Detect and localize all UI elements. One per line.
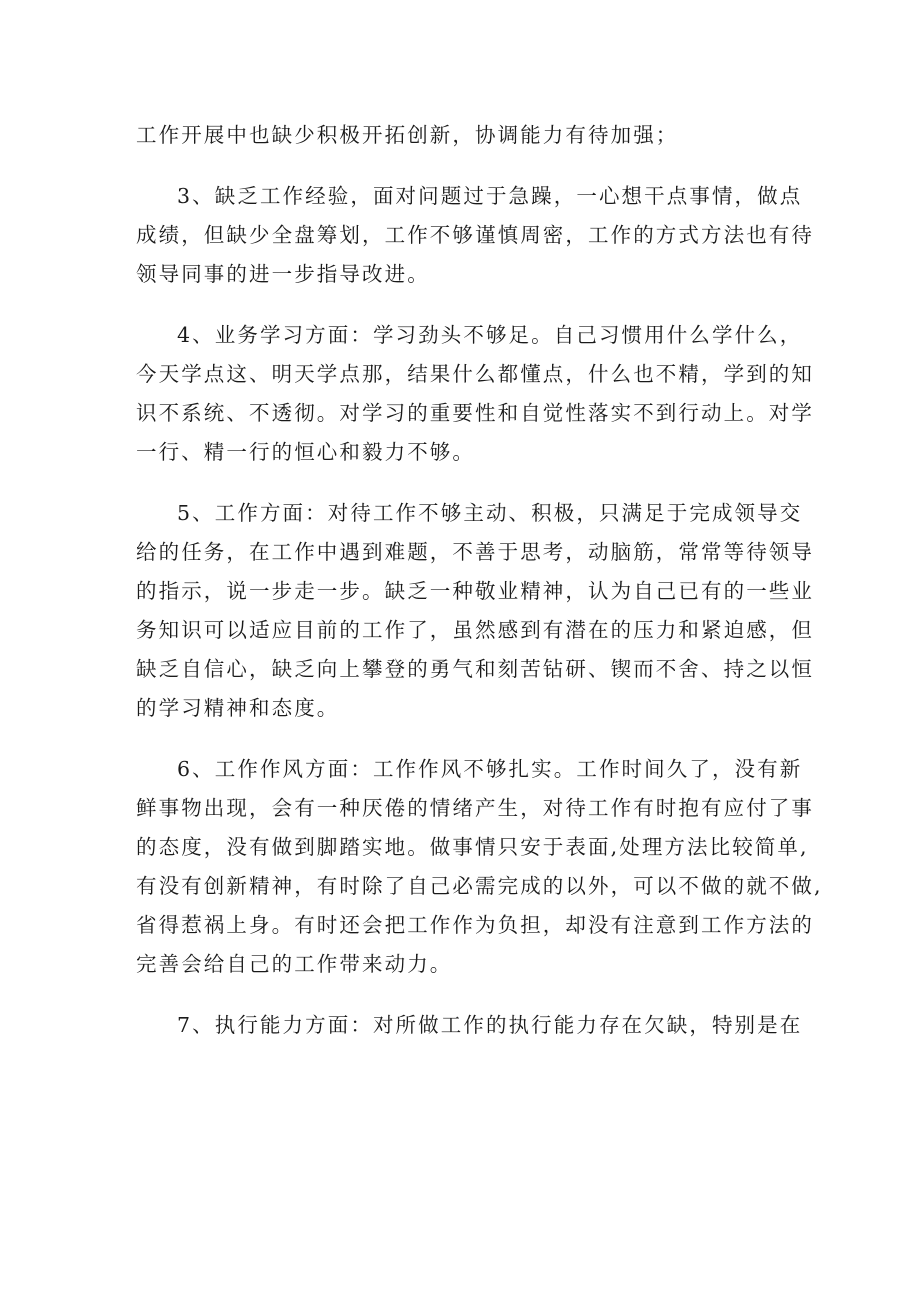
text-line: 给的任务，在工作中遇到难题，不善于思考，动脑筋，常常等待领导 <box>136 540 814 564</box>
text-line: 成绩，但缺少全盘筹划，工作不够谨慎周密，工作的方式方法也有待 <box>136 223 814 247</box>
text-line: 务知识可以适应目前的工作了，虽然感到有潜在的压力和紧迫感，但 <box>136 618 814 642</box>
text-line: 一行、精一行的恒心和毅力不够。 <box>136 440 475 464</box>
text-line: 的学习精神和态度。 <box>136 696 340 720</box>
text-line: 识不系统、不透彻。对学习的重要性和自觉性落实不到行动上。对学 <box>136 401 814 425</box>
paragraph-continuation <box>136 116 788 155</box>
text-line: 的态度，没有做到脚踏实地。做事情只安于表面,处理方法比较简单, <box>136 835 809 859</box>
paragraph-item-4 <box>136 316 814 472</box>
text-line: 完善会给自己的工作带来动力。 <box>136 952 453 976</box>
paragraph-item-3 <box>136 177 814 294</box>
text-line: 鲜事物出现，会有一种厌倦的情绪产生，对待工作有时抱有应付了事 <box>136 796 814 820</box>
text-line: 缺乏自信心，缺乏向上攀登的勇气和刻苦钻研、锲而不舍、持之以恒 <box>136 657 814 681</box>
text-line: 7、执行能力方面：对所做工作的执行能力存在欠缺，特别是在 <box>177 1013 803 1037</box>
paragraph-item-7 <box>136 1006 803 1045</box>
text-line: 4、业务学习方面：学习劲头不够足。自己习惯用什么学什么， <box>177 323 803 347</box>
text-line: 工作开展中也缺少积极开拓创新，协调能力有待加强； <box>136 123 679 147</box>
text-line: 的指示，说一步走一步。缺乏一种敬业精神，认为自己已有的一些业 <box>136 579 814 603</box>
text-line: 6、工作作风方面：工作作风不够扎实。工作时间久了，没有新 <box>177 757 803 781</box>
text-line: 5、工作方面：对待工作不够主动、积极，只满足于完成领导交 <box>177 501 803 525</box>
text-line: 今天学点这、明天学点那，结果什么都懂点，什么也不精，学到的知 <box>136 362 814 386</box>
text-line: 领导同事的进一步指导改进。 <box>136 262 430 286</box>
text-line: 有没有创新精神，有时除了自己必需完成的以外，可以不做的就不做, <box>136 874 823 898</box>
document-page <box>136 116 823 1067</box>
paragraph-item-5 <box>136 494 814 728</box>
text-line: 3、缺乏工作经验，面对问题过于急躁，一心想干点事情，做点 <box>177 184 803 208</box>
text-line: 省得惹祸上身。有时还会把工作作为负担，却没有注意到工作方法的 <box>136 913 814 937</box>
paragraph-item-6 <box>136 750 823 984</box>
